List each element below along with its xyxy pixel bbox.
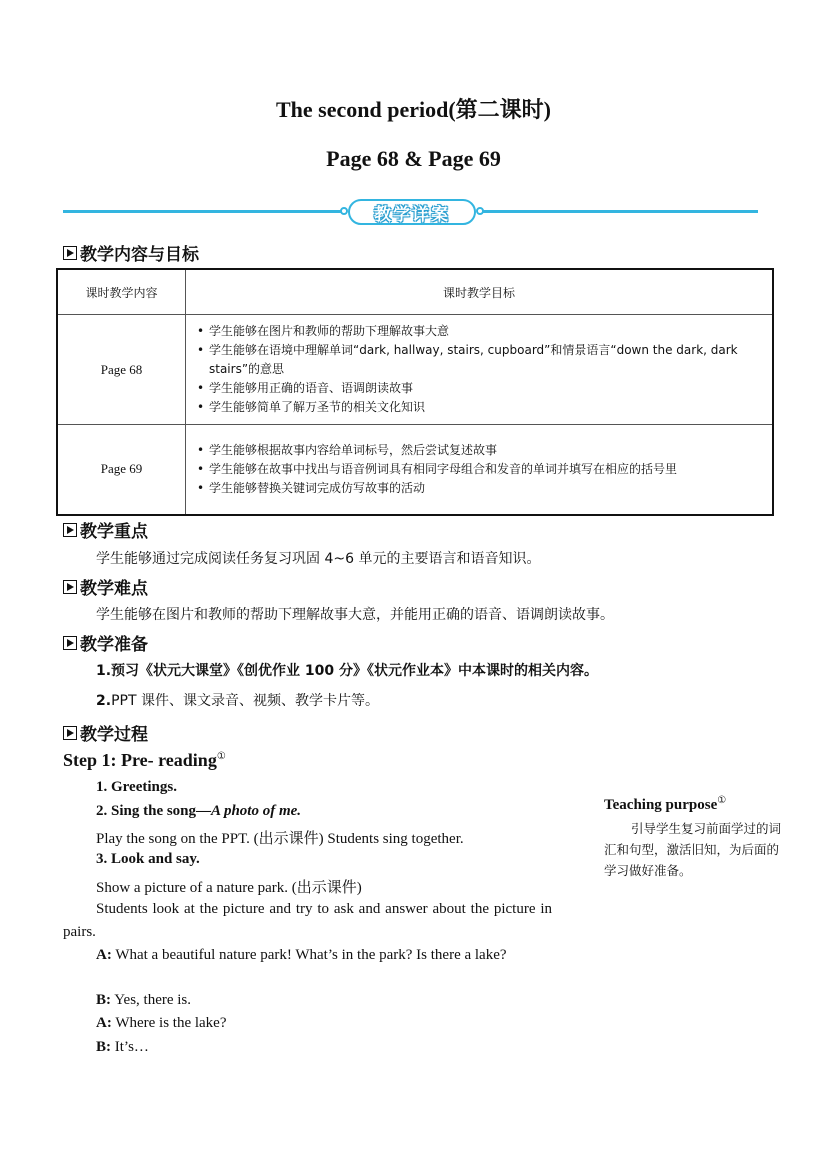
- table-header-cell: 课时教学内容: [57, 269, 186, 315]
- preparation-item-2: [96, 690, 379, 710]
- section-process: [63, 720, 148, 745]
- goal-item: • 学生能够替换关键词完成仿写故事的活动: [197, 479, 763, 498]
- section-label: 教学重点: [80, 522, 148, 542]
- goal-item: • 学生能够根据故事内容给单词标号，然后尝试复述故事: [197, 441, 763, 460]
- section-difficulties: [63, 574, 148, 599]
- dialogue-text: It’s…: [114, 1039, 149, 1055]
- song-instruction: Play the song on the PPT. (出示课件) Students sing together.: [96, 831, 464, 847]
- difficulties-text: 学生能够在图片和教师的帮助下理解故事大意，并能用正确的语音、语调朗读故事。: [96, 607, 614, 623]
- footnote-marker: ①: [216, 751, 226, 762]
- section-label: 教学过程: [80, 725, 148, 745]
- section-label: 教学难点: [80, 579, 148, 599]
- preparation-item-2-num: 2.: [96, 693, 112, 709]
- step-1-heading: [63, 750, 226, 771]
- dialogue-line: [96, 1039, 149, 1056]
- preparation-item-1: 1.预习《状元大课堂》《创优作业 100 分》《状元作业本》中本课时的相关内容。: [96, 663, 599, 679]
- section-preparation: [63, 630, 148, 655]
- key-points-text: 学生能够通过完成阅读任务复习巩固 4~6 单元的主要语言和语音知识。: [96, 551, 541, 567]
- dialogue-speaker: B:: [96, 1039, 111, 1055]
- dialogue-speaker: A:: [96, 947, 112, 963]
- banner-line-left: [63, 210, 345, 213]
- play-marker-icon: [63, 636, 77, 650]
- table-row: [57, 425, 773, 515]
- goal-item: • 学生能够在故事中找出与语音例词具有相同字母组合和发音的单词并填写在相应的括号里: [197, 460, 763, 479]
- section-content-goals: [63, 240, 199, 265]
- sidebar-title: [604, 795, 726, 814]
- page-subtitle: Page 68 & Page 69: [326, 146, 501, 171]
- page-title: The second period(第二课时): [275, 97, 551, 122]
- step-1-label: Step 1: Pre- reading: [63, 750, 217, 770]
- goal-item: • 学生能够在图片和教师的帮助下理解故事大意: [197, 322, 763, 341]
- table-cell-page: Page 68: [57, 315, 186, 425]
- table-row: [57, 315, 773, 425]
- dialogue-line: [96, 992, 191, 1009]
- preparation-item-2-text: PPT 课件、课文录音、视频、教学卡片等。: [111, 693, 379, 709]
- dialogue-text: Where is the lake?: [115, 1015, 227, 1031]
- sidebar-body: 引导学生复习前面学过的词汇和句型，激活旧知，为后面的学习做好准备。: [604, 821, 782, 878]
- look-say-instruction: Show a picture of a nature park. (出示课件): [96, 880, 362, 896]
- dialogue-speaker: A:: [96, 1015, 112, 1031]
- goal-item: • 学生能够用正确的语音、语调朗读故事: [197, 379, 763, 398]
- song-title: A photo of me.: [211, 803, 302, 819]
- play-marker-icon: [63, 523, 77, 537]
- dialogue-text: What a beautiful nature park! What’s in the park? Is there a lake?: [115, 947, 507, 963]
- song-label: 2. Sing the song—: [96, 803, 212, 819]
- table-cell-goals: [186, 425, 774, 515]
- section-key-points: [63, 517, 148, 542]
- table-cell-goals: [186, 315, 774, 425]
- section-label: 教学内容与目标: [80, 245, 199, 265]
- banner-dot-left: [340, 207, 348, 215]
- section-label: 教学准备: [80, 635, 148, 655]
- table-header-row: [57, 269, 773, 315]
- play-marker-icon: [63, 246, 77, 260]
- goal-item: • 学生能够在语境中理解单词“dark, hallway, stairs, cupboard”和情景语言“down the dark, dark stairs”的意思: [197, 341, 763, 379]
- dialogue-speaker: B:: [96, 992, 111, 1008]
- table-cell-page: Page 69: [57, 425, 186, 515]
- sidebar-title-text: Teaching purpose: [604, 797, 718, 813]
- look-say-paragraph: Students look at the picture and try to ask and answer about the picture in pairs.: [63, 901, 552, 940]
- step-1-greetings: 1. Greetings.: [96, 779, 177, 795]
- dialogue-text: Yes, there is.: [114, 992, 192, 1008]
- dialogue-line: [96, 1015, 227, 1032]
- step-1-song: [96, 803, 301, 820]
- play-marker-icon: [63, 580, 77, 594]
- banner-badge: [348, 199, 476, 225]
- objectives-table: [56, 268, 774, 516]
- dialogue-line: [63, 944, 552, 967]
- play-marker-icon: [63, 726, 77, 740]
- banner-line-right: [478, 210, 758, 213]
- banner-label: 教学详案: [374, 204, 450, 225]
- table-header-cell: 课时教学目标: [186, 269, 774, 315]
- step-1-look-say: 3. Look and say.: [96, 851, 200, 867]
- goal-item: • 学生能够简单了解万圣节的相关文化知识: [197, 398, 763, 417]
- banner-dot-right: [476, 207, 484, 215]
- footnote-marker: ①: [717, 795, 727, 806]
